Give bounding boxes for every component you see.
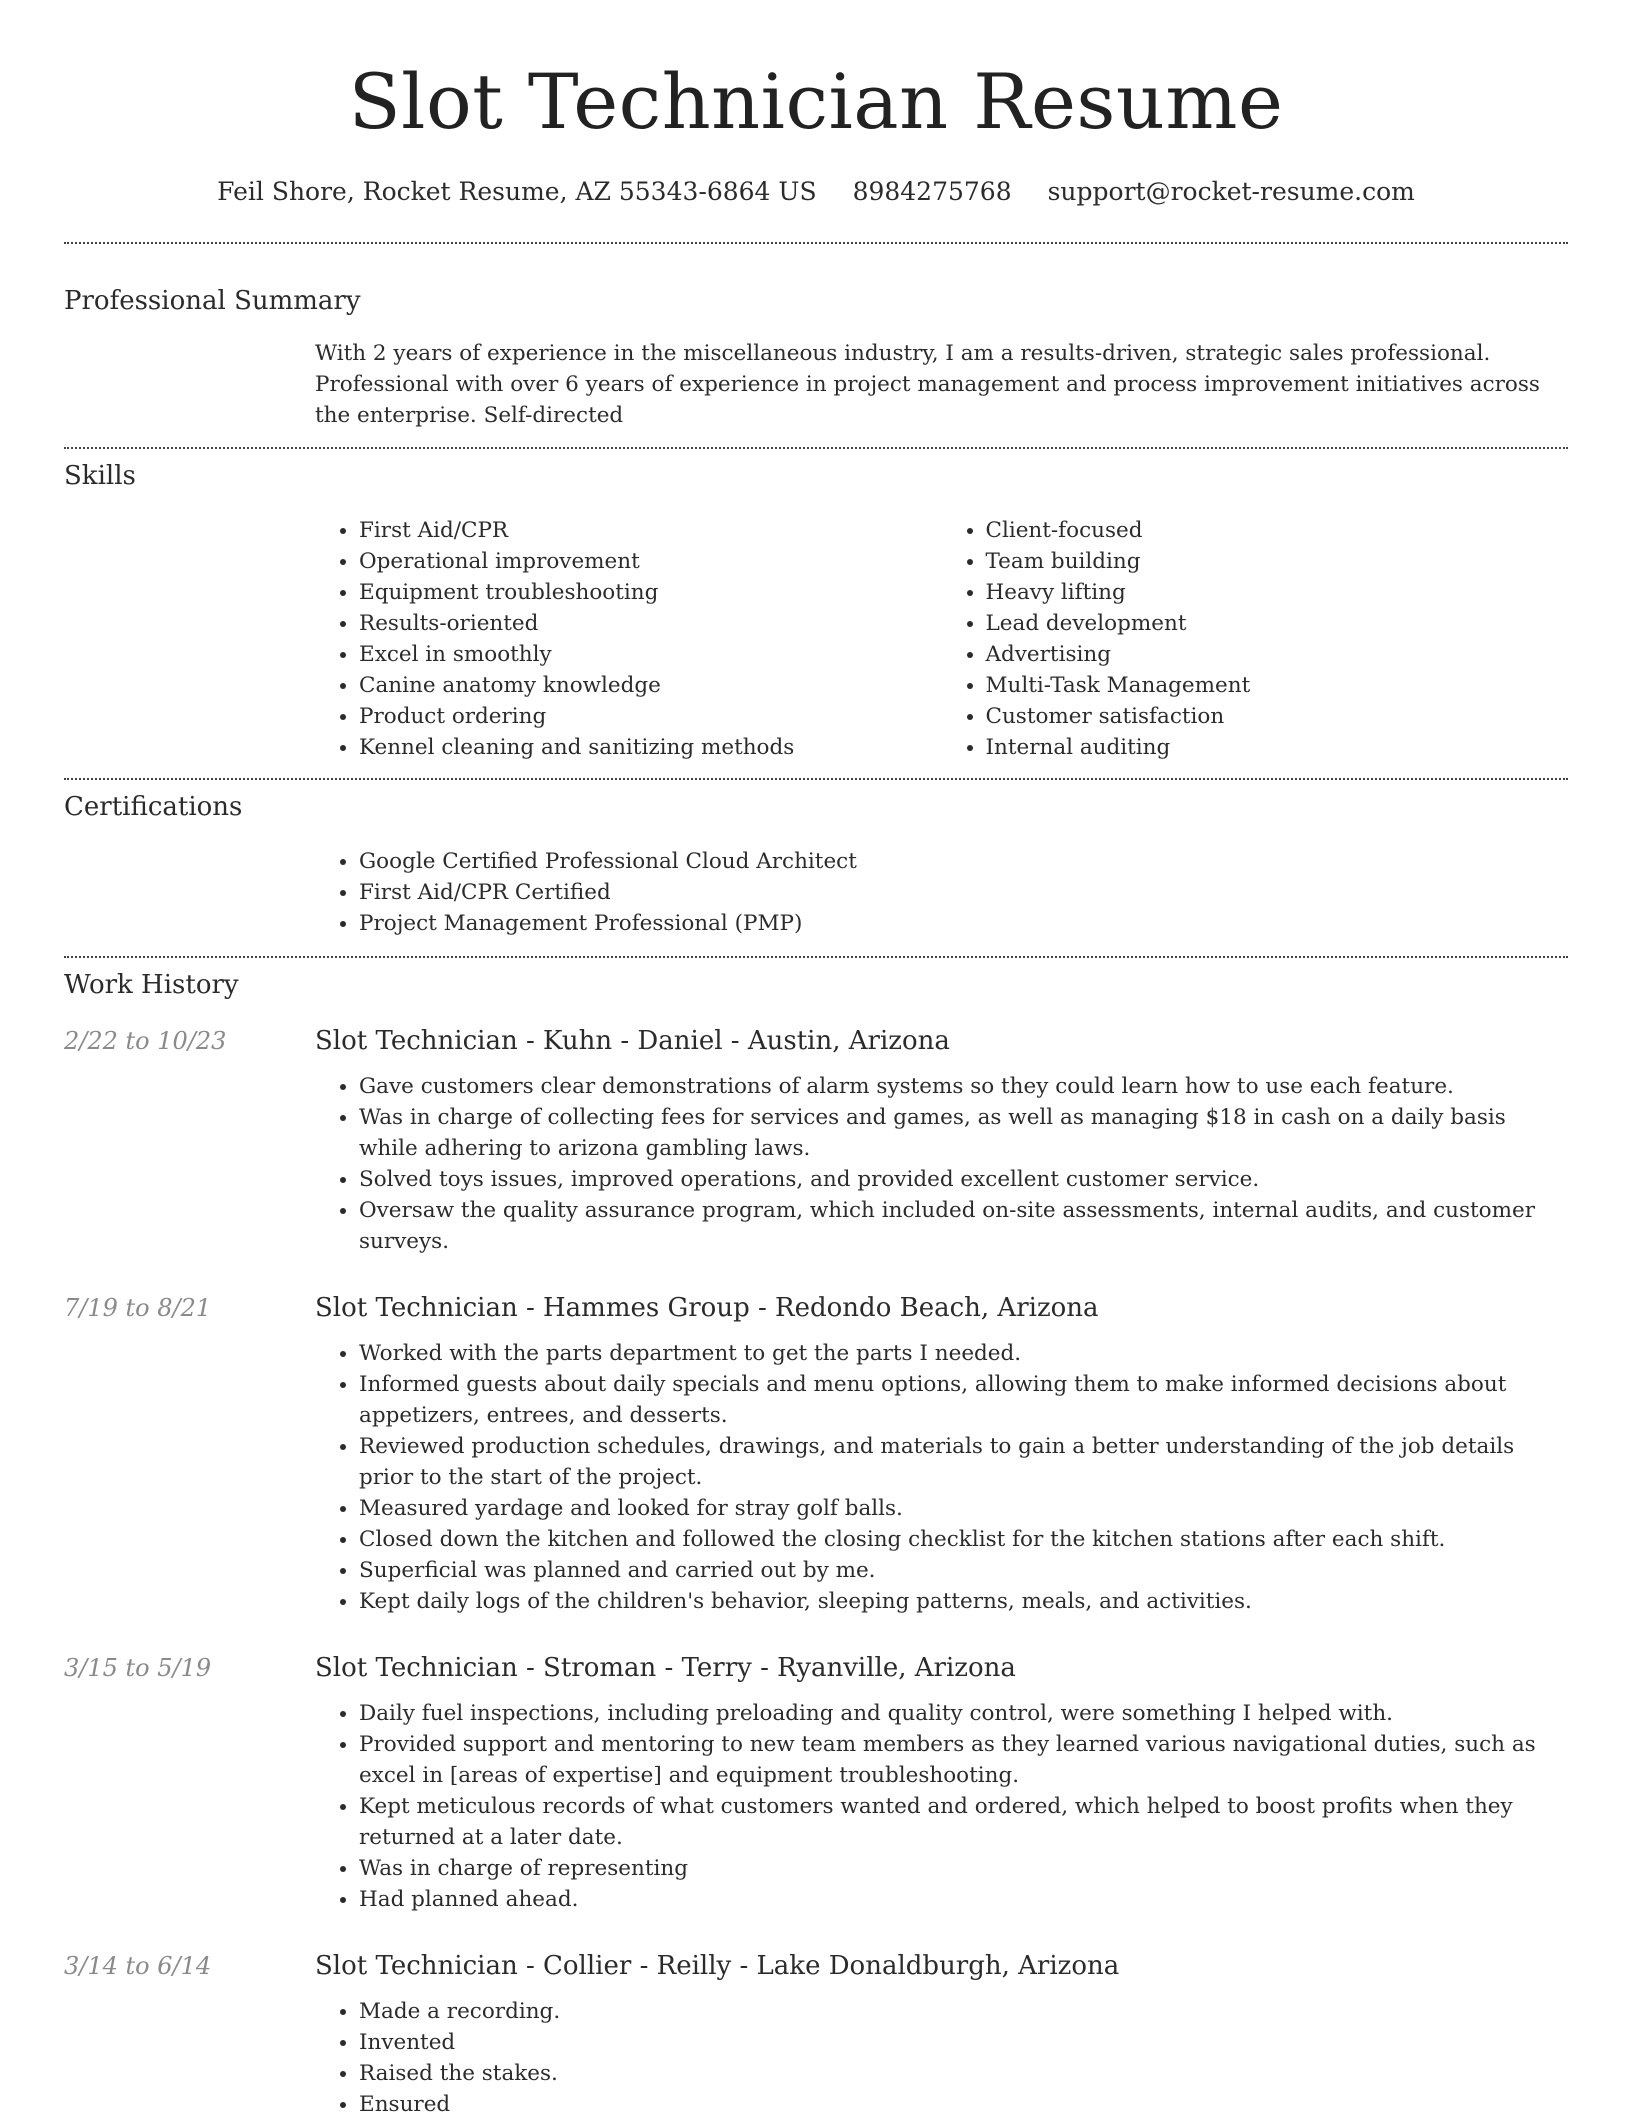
- skill-item: • First Aid/CPR: [359, 515, 942, 546]
- resume-title: Slot Technician Resume: [348, 57, 1284, 146]
- skills-right-column: [942, 515, 1569, 763]
- job-bullets: [315, 1071, 1568, 1257]
- contact-phone: 8984275768: [852, 177, 1012, 206]
- job-bullets: [315, 1996, 1568, 2120]
- job-bullet: • Provided support and mentoring to new team members as they learned various navigational duties, such as excel in [areas of expertise] and equipment troubleshooting.: [359, 1729, 1568, 1791]
- job-dates: 3/14 to 6/14: [64, 1952, 212, 1980]
- job-entry: [64, 1024, 1568, 1257]
- certifications-heading: Certifications: [64, 792, 243, 822]
- skills-left-column: [315, 515, 942, 763]
- job-entry: [64, 1651, 1568, 1915]
- job-title: Slot Technician - Kuhn - Daniel - Austin, Arizona: [315, 1026, 950, 1056]
- summary-heading: Professional Summary: [64, 286, 361, 316]
- job-title: Slot Technician - Collier - Reilly - Lake Donaldburgh, Arizona: [315, 1951, 1120, 1981]
- job-bullet: • Daily fuel inspections, including preloading and quality control, were something I helped with.: [359, 1698, 1568, 1729]
- certifications-list: [315, 846, 1568, 939]
- skill-item: • Excel in smoothly: [359, 639, 942, 670]
- job-entry: [64, 1291, 1568, 1617]
- job-entry: [64, 1949, 1568, 2120]
- job-bullet: • Was in charge of collecting fees for services and games, as well as managing $18 in cash on a daily basis while adhering to arizona gambling laws.: [359, 1102, 1568, 1164]
- skill-item: • Heavy lifting: [986, 577, 1569, 608]
- contact-line: [64, 176, 1568, 208]
- skill-item: • Customer satisfaction: [986, 701, 1569, 732]
- skills-section: [64, 449, 1568, 763]
- skill-item: • Team building: [986, 546, 1569, 577]
- work-history-section: [64, 958, 1568, 2120]
- job-bullet: • Invented: [359, 2027, 1568, 2058]
- skill-item: • Advertising: [986, 639, 1569, 670]
- certification-item: • Project Management Professional (PMP): [359, 908, 1568, 939]
- job-dates: 7/19 to 8/21: [64, 1294, 212, 1322]
- certification-item: • Google Certified Professional Cloud Architect: [359, 846, 1568, 877]
- skills-list: [315, 515, 1568, 763]
- job-bullet: • Closed down the kitchen and followed the closing checklist for the kitchen stations after each shift.: [359, 1524, 1568, 1555]
- skill-item: • Client-focused: [986, 515, 1569, 546]
- job-bullets: [315, 1338, 1568, 1617]
- skill-item: • Equipment troubleshooting: [359, 577, 942, 608]
- skill-item: • Results-oriented: [359, 608, 942, 639]
- skills-heading: Skills: [64, 461, 136, 491]
- contact-email: support@rocket-resume.com: [1047, 177, 1415, 206]
- job-bullet: • Oversaw the quality assurance program, which included on-site assessments, internal audits, and customer surveys.: [359, 1195, 1568, 1257]
- job-bullet: • Gave customers clear demonstrations of alarm systems so they could learn how to use each feature.: [359, 1071, 1568, 1102]
- job-bullet: • Measured yardage and looked for stray golf balls.: [359, 1493, 1568, 1524]
- skill-item: • Lead development: [986, 608, 1569, 639]
- job-bullet: • Ensured: [359, 2089, 1568, 2120]
- skill-item: • Product ordering: [359, 701, 942, 732]
- contact-address: Feil Shore, Rocket Resume, AZ 55343-6864 US: [217, 177, 817, 206]
- job-bullet: • Made a recording.: [359, 1996, 1568, 2027]
- job-title: Slot Technician - Hammes Group - Redondo Beach, Arizona: [315, 1293, 1099, 1323]
- job-bullet: • Solved toys issues, improved operations, and provided excellent customer service.: [359, 1164, 1568, 1195]
- certification-item: • First Aid/CPR Certified: [359, 877, 1568, 908]
- job-bullet: • Kept meticulous records of what customers wanted and ordered, which helped to boost profits when they returned at a later date.: [359, 1791, 1568, 1853]
- skill-item: • Kennel cleaning and sanitizing methods: [359, 732, 942, 763]
- job-title: Slot Technician - Stroman - Terry - Ryanville, Arizona: [315, 1653, 1016, 1683]
- job-bullet: • Had planned ahead.: [359, 1884, 1568, 1915]
- job-dates: 3/15 to 5/19: [64, 1654, 212, 1682]
- work-history-heading: Work History: [64, 970, 239, 1000]
- job-bullet: • Informed guests about daily specials and menu options, allowing them to make informed decisions about appetizers, entrees, and desserts.: [359, 1369, 1568, 1431]
- certifications-section: [64, 780, 1568, 939]
- skill-item: • Operational improvement: [359, 546, 942, 577]
- job-bullet: • Was in charge of representing: [359, 1853, 1568, 1884]
- job-bullet: • Kept daily logs of the children's behavior, sleeping patterns, meals, and activities.: [359, 1586, 1568, 1617]
- job-bullet: • Raised the stakes.: [359, 2058, 1568, 2089]
- skill-item: • Canine anatomy knowledge: [359, 670, 942, 701]
- job-bullet: • Worked with the parts department to get the parts I needed.: [359, 1338, 1568, 1369]
- job-bullet: • Superficial was planned and carried out by me.: [359, 1555, 1568, 1586]
- summary-text: With 2 years of experience in the miscellaneous industry, I am a results-driven, strategic sales professional. Professional with over 6 years of experience in project management and process improvement initiatives across the enterprise. Self-directed: [315, 341, 1540, 428]
- skill-item: • Internal auditing: [986, 732, 1569, 763]
- job-dates: 2/22 to 10/23: [64, 1027, 227, 1055]
- job-bullets: [315, 1698, 1568, 1915]
- skill-item: • Multi-Task Management: [986, 670, 1569, 701]
- job-bullet: • Reviewed production schedules, drawings, and materials to gain a better understanding of the job details prior to the start of the project.: [359, 1431, 1568, 1493]
- summary-section: [64, 244, 1568, 431]
